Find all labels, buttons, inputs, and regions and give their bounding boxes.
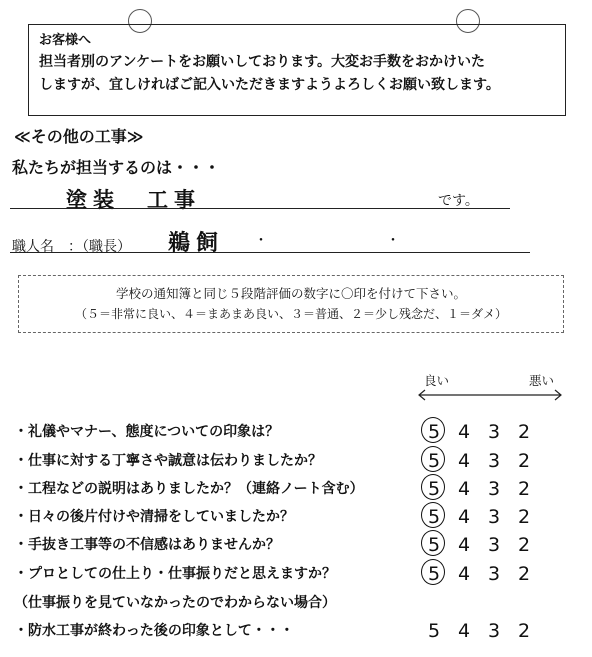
instruction-box [18,275,564,333]
worker-label: 職人名 ：（職長） [12,239,131,255]
score-2[interactable]: 2 [517,506,531,528]
score-2[interactable]: 2 [517,421,531,443]
question-item: ・工程などの説明はありましたか？（連絡ノート含む） [14,481,364,497]
score-3[interactable]: 3 [487,421,501,443]
scale-double-arrow-icon [416,388,566,402]
score-3[interactable]: 3 [487,478,501,500]
score-5[interactable]: 5 [427,506,441,528]
score-2[interactable]: 2 [517,478,531,500]
circled-mark [421,446,445,472]
intro-label: 私たちが担当するのは・・・ [12,158,221,177]
question-item: ・日々の後片付けや清掃をしていましたか？ [14,509,294,525]
circled-mark [421,559,445,585]
circled-mark [421,474,445,500]
instruction-line-2: （５＝非常に良い、４＝まあまあ良い、３＝普通、２＝少し残念だ、１＝ダメ） [74,307,507,321]
worker-underline [10,252,530,253]
score-4[interactable]: 4 [457,450,471,472]
score-4[interactable]: 4 [457,620,471,642]
worker-name-handwritten: 鵜飼 [168,230,225,256]
question-item-last: ・防水工事が終わった後の印象として・・・ [14,623,294,639]
circled-mark [421,530,445,556]
score-5[interactable]: 5 [427,478,441,500]
score-2[interactable]: 2 [517,534,531,556]
notice-line-1: 担当者別のアンケートをお願いしております。大変お手数をおかけいた [39,54,486,70]
score-3[interactable]: 3 [487,534,501,556]
worker-separator-dot: ・ [254,233,268,249]
construction-type-underline [10,208,510,209]
circled-mark [421,502,445,528]
score-5[interactable]: 5 [427,563,441,585]
question-item: ・プロとしての仕上り・仕事振りだと思えますか？ [14,566,336,582]
score-4[interactable]: 4 [457,421,471,443]
question-item: ・礼儀やマナー、態度についての印象は？ [14,424,280,440]
score-2[interactable]: 2 [517,450,531,472]
construction-type-handwritten: 塗装 工事 [66,187,201,212]
scale-good-label: 良い [424,373,450,388]
customer-notice-box [28,24,566,116]
score-5[interactable]: 5 [427,450,441,472]
score-2[interactable]: 2 [517,563,531,585]
score-3[interactable]: 3 [487,620,501,642]
notice-line-2: しますが、宜しければご記入いただきますようよろしくお願い致します。 [39,77,500,93]
score-5[interactable]: 5 [427,534,441,556]
circled-mark [421,417,445,443]
score-5[interactable]: 5 [427,620,441,642]
section-title: ≪その他の工事≫ [14,127,144,146]
score-4[interactable]: 4 [457,563,471,585]
score-4[interactable]: 4 [457,534,471,556]
score-3[interactable]: 3 [487,563,501,585]
question-note: （仕事振りを見ていなかったのでわからない場合） [14,595,336,611]
question-item: ・手抜き工事等の不信感はありませんか？ [14,537,280,553]
worker-separator-dot: ・ [386,233,400,249]
score-3[interactable]: 3 [487,506,501,528]
score-3[interactable]: 3 [487,450,501,472]
score-2[interactable]: 2 [517,620,531,642]
question-item: ・仕事に対する丁寧さや誠意は伝わりましたか？ [14,453,322,469]
score-4[interactable]: 4 [457,478,471,500]
scale-bad-label: 悪い [529,373,555,388]
desu-label: です。 [438,193,479,209]
instruction-line-1: 学校の通知簿と同じ５段階評価の数字に〇印を付けて下さい。 [115,286,466,301]
notice-greeting: お客様へ [39,33,92,48]
score-4[interactable]: 4 [457,506,471,528]
score-5[interactable]: 5 [427,421,441,443]
